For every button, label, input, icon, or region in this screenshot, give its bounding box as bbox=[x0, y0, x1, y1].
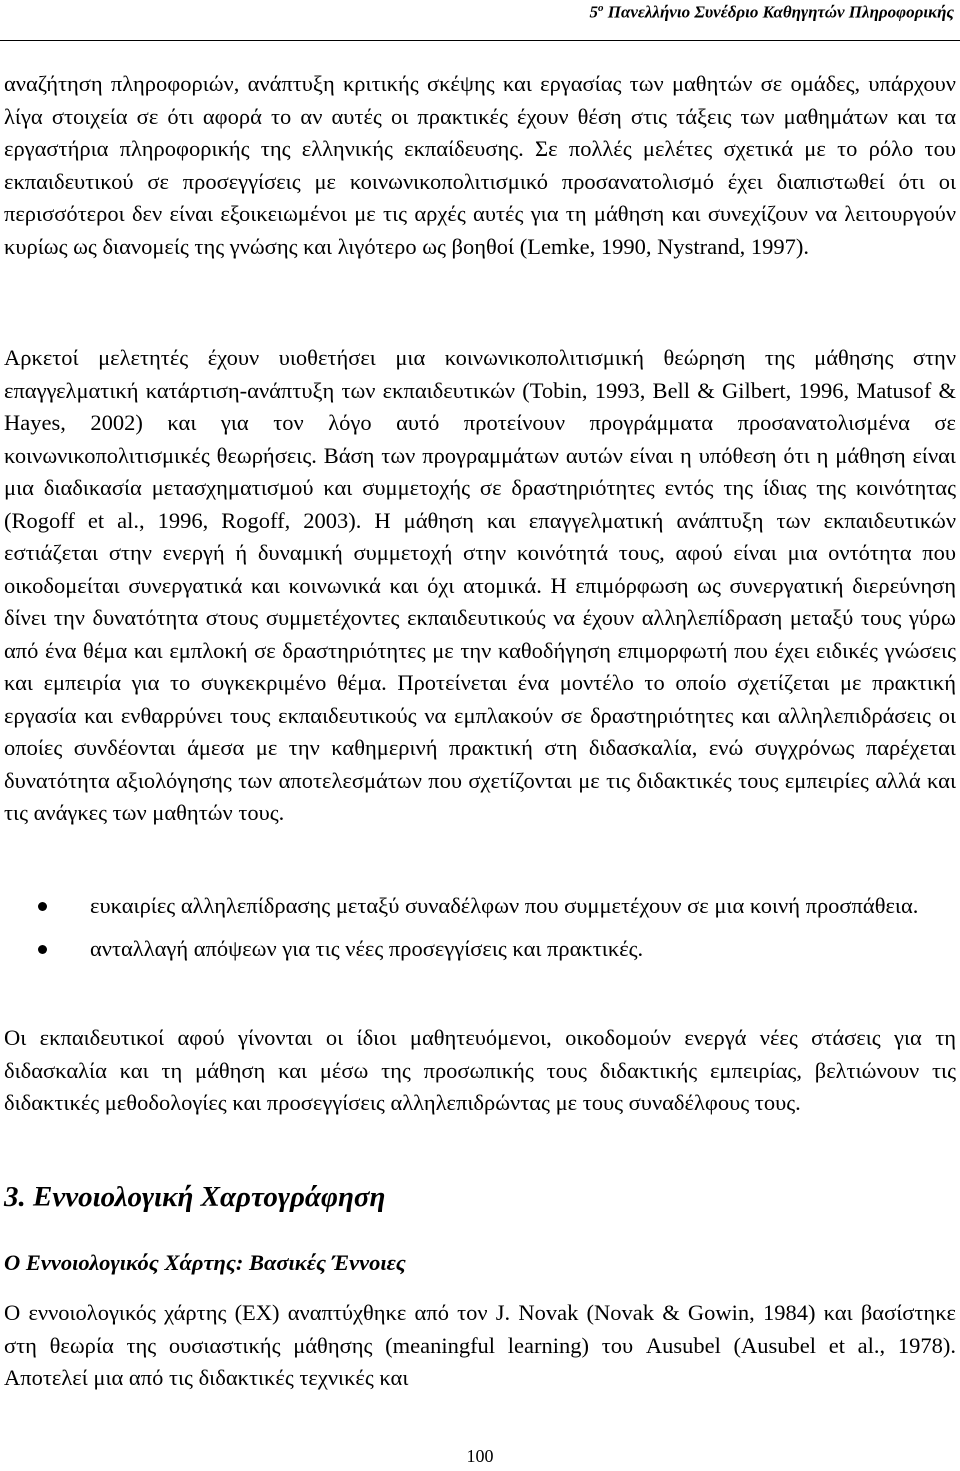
paragraph-3: Οι εκπαιδευτικοί αφού γίνονται οι ίδιοι μαθητευόμενοι, οικοδομούν ενεργά νέες στάσεις για τη διδασκαλία και τη μάθηση και μέσω της προσωπικής τους διδακτικής εμπειρίας, βελτιώνουν τις διδακτικές μεθοδολογίες και προσεγγίσεις αλληλεπιδρώντας με τους συναδέλφους τους. bbox=[4, 1025, 956, 1115]
paragraph-4: Ο εννοιολογικός χάρτης (ΕΧ) αναπτύχθηκε από τον J. Novak (Novak & Gowin, 1984) και βασίστηκε στη θεωρία της ουσιαστικής μάθησης (meaningful learning) του Ausubel (Ausubel et al., 1978). Αποτελεί μια από τις διδακτικές τεχνικές και bbox=[4, 1300, 956, 1390]
page-number: 100 bbox=[466, 1446, 494, 1466]
subsection-heading: Ο Εννοιολογικός Χάρτης: Βασικές Έννοιες bbox=[4, 1250, 406, 1275]
bullet-text: ευκαιρίες αλληλεπίδρασης μεταξύ συναδέλφων που συμμετέχουν σε μια κοινή προσπάθεια. bbox=[90, 893, 919, 918]
paragraph-1: αναζήτηση πληροφοριών, ανάπτυξη κριτικής σκέψης και εργασίας των μαθητών σε ομάδες, υπάρχουν λίγα στοιχεία σε ότι αφορά το αν αυτές οι πρακτικές έχουν θέση στις τάξεις των μαθημάτων και τα εργαστήρια πληροφορικής της ελληνικής εκπαίδευσης. Σε πολλές μελέτες σχετικά με το ρόλο του εκπαιδευτικού σε προσεγγίσεις με κοινωνικοπολιτισμικό προσανατολισμό έχει διαπιστωθεί ότι οι περισσότεροι δεν είναι εξοικειωμένοι με τις αρχές αυτές για τη μάθηση και συνεχίζουν να λειτουργούν κυρίως ως διανομείς της γνώσης και λιγότερο ως βοηθοί (Lemke, 1990, Nystrand, 1997). bbox=[4, 71, 956, 259]
bullet-list bbox=[0, 890, 956, 975]
bullet-icon bbox=[38, 945, 47, 954]
bullet-icon bbox=[38, 902, 47, 911]
bullet-item bbox=[0, 933, 956, 966]
header-ordinal-sup: ο bbox=[597, 2, 604, 14]
header-title: Πανελλήνιο Συνέδριο Καθηγητών Πληροφορικής bbox=[603, 2, 954, 22]
bullet-text: ανταλλαγή απόψεων για τις νέες προσεγγίσεις και πρακτικές. bbox=[90, 935, 644, 961]
header-rule bbox=[0, 40, 960, 41]
section-heading: 3. Εννοιολογική Χαρτογράφηση bbox=[4, 1181, 386, 1213]
paragraph-2: Αρκετοί μελετητές έχουν υιοθετήσει μια κοινωνικοπολιτισμική θεώρηση της μάθησης στην επαγγελματική κατάρτιση-ανάπτυξη των εκπαιδευτικών (Tobin, 1993, Bell & Gilbert, 1996, Matusof & Hayes, 2002) και για τον λόγο αυτό προτείνουν προγράμματα προσανατολισμένα σε κοινωνικοπολιτισμικές θεωρήσεις. Βάση των προγραμμάτων αυτών είναι η υπόθεση ότι η μάθηση είναι μια διαδικασία μετασχηματισμού και συμμετοχής σε δραστηριότητες εντός της ίδιας της κοινότητας (Rogoff et al., 1996, Rogoff, 2003). Η μάθηση και επαγγελματική ανάπτυξη των εκπαιδευτικών εστιάζεται στην ενεργή ή δυναμική συμμετοχή στην κοινότητά τους, αφού είναι μια οντότητα που οικοδομείται συνεργατικά και κοινωνικά και όχι ατομικά. Η επιμόρφωση ως συνεργατική διερεύνηση δίνει την δυνατότητα στους συμμετέχοντες εκπαιδευτικούς να έχουν αλληλεπίδραση μεταξύ τους γύρω από ένα θέμα και εμπλοκή σε δραστηριότητες με την καθοδήγηση επιμορφωτή που έχει ειδικές γνώσεις και εμπειρία για το συγκεκριμένο θέμα. Προτείνεται ένα μοντέλο το οποίο σχετίζεται με πρακτική εργασία και ενθαρρύνει τους εκπαιδευτικούς να εμπλακούν σε δραστηριότητες και αλληλεπιδράσεις οι οποίες συνδέονται άμεσα με την καθημερινή πρακτική στη διδασκαλία, ενώ συγχρόνως παρέχεται δυνατότητα αξιολόγησης των αποτελεσμάτων που σχετίζονται με τις διδακτικές τους εμπειρίες αλλά και τις ανάγκες των μαθητών τους. bbox=[4, 345, 956, 825]
bullet-item bbox=[0, 890, 956, 923]
header-ordinal: 5 bbox=[589, 2, 598, 22]
running-header bbox=[589, 2, 954, 23]
